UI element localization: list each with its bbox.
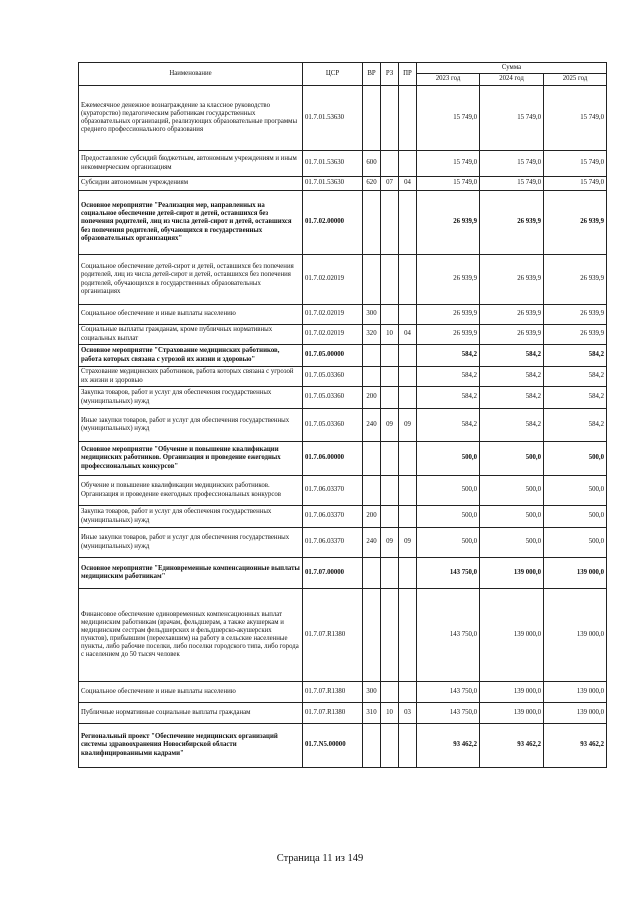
table-row xyxy=(79,191,607,255)
row-pr-cell xyxy=(399,191,417,255)
row-csr-cell: 01.7.05.03360 xyxy=(303,409,363,442)
header-year-2023: 2023 год xyxy=(417,74,480,86)
table-row xyxy=(79,703,607,724)
row-rz-cell xyxy=(381,255,399,305)
row-pr-cell xyxy=(399,255,417,305)
row-name-cell: Иные закупки товаров, работ и услуг для обеспечения государственных (муниципальных) нужд xyxy=(79,528,303,558)
row-csr-cell: 01.7.06.03370 xyxy=(303,506,363,528)
row-rz-cell xyxy=(381,345,399,367)
row-sum-2024-cell: 584,2 xyxy=(480,387,544,409)
row-sum-2025-cell: 500,0 xyxy=(544,442,607,476)
row-pr-cell xyxy=(399,86,417,151)
row-sum-2023-cell: 15 749,0 xyxy=(417,177,480,191)
row-pr-cell xyxy=(399,682,417,703)
row-sum-2025-cell: 500,0 xyxy=(544,506,607,528)
row-sum-2025-cell: 26 939,9 xyxy=(544,325,607,345)
row-csr-cell: 01.7.02.02019 xyxy=(303,255,363,305)
row-sum-2025-cell: 15 749,0 xyxy=(544,151,607,177)
row-pr-cell: 03 xyxy=(399,703,417,724)
row-csr-cell: 01.7.05.03360 xyxy=(303,387,363,409)
row-pr-cell: 09 xyxy=(399,528,417,558)
row-vr-cell xyxy=(363,191,381,255)
row-rz-cell: 09 xyxy=(381,528,399,558)
header-year-2025: 2025 год xyxy=(544,74,607,86)
row-sum-2023-cell: 584,2 xyxy=(417,409,480,442)
header-name: Наименование xyxy=(79,63,303,86)
row-csr-cell: 01.7.01.53630 xyxy=(303,86,363,151)
row-rz-cell xyxy=(381,442,399,476)
row-csr-cell: 01.7.01.53630 xyxy=(303,177,363,191)
row-sum-2023-cell: 584,2 xyxy=(417,387,480,409)
table-row xyxy=(79,442,607,476)
row-sum-2024-cell: 500,0 xyxy=(480,476,544,506)
header-sum: Сумма xyxy=(417,63,607,74)
row-vr-cell: 200 xyxy=(363,387,381,409)
row-sum-2024-cell: 139 000,0 xyxy=(480,703,544,724)
row-sum-2024-cell: 500,0 xyxy=(480,528,544,558)
table-row xyxy=(79,305,607,325)
header-csr: ЦСР xyxy=(303,63,363,86)
table-body xyxy=(79,86,607,768)
row-pr-cell xyxy=(399,345,417,367)
row-sum-2023-cell: 93 462,2 xyxy=(417,724,480,768)
row-pr-cell xyxy=(399,442,417,476)
row-sum-2024-cell: 26 939,9 xyxy=(480,305,544,325)
row-csr-cell: 01.7.N5.00000 xyxy=(303,724,363,768)
row-rz-cell xyxy=(381,558,399,589)
row-pr-cell xyxy=(399,387,417,409)
row-sum-2023-cell: 143 750,0 xyxy=(417,558,480,589)
table-row xyxy=(79,367,607,387)
row-sum-2025-cell: 93 462,2 xyxy=(544,724,607,768)
row-vr-cell xyxy=(363,367,381,387)
row-csr-cell: 01.7.07.00000 xyxy=(303,558,363,589)
table-row xyxy=(79,387,607,409)
row-sum-2025-cell: 26 939,9 xyxy=(544,305,607,325)
row-sum-2025-cell: 26 939,9 xyxy=(544,191,607,255)
row-name-cell: Социальные выплаты гражданам, кроме публичных нормативных социальных выплат xyxy=(79,325,303,345)
row-name-cell: Предоставление субсидий бюджетным, автономным учреждениям и иным некоммерческим организациям xyxy=(79,151,303,177)
row-rz-cell xyxy=(381,86,399,151)
row-name-cell: Основное мероприятие "Страхование медицинских работников, работа которых связана с угрозой их жизни и здоровью" xyxy=(79,345,303,367)
row-rz-cell: 07 xyxy=(381,177,399,191)
table-row xyxy=(79,476,607,506)
row-sum-2023-cell: 15 749,0 xyxy=(417,151,480,177)
row-sum-2023-cell: 26 939,9 xyxy=(417,255,480,305)
row-csr-cell: 01.7.07.R1380 xyxy=(303,703,363,724)
row-sum-2023-cell: 500,0 xyxy=(417,506,480,528)
header-vr: ВР xyxy=(363,63,381,86)
row-csr-cell: 01.7.06.00000 xyxy=(303,442,363,476)
row-csr-cell: 01.7.05.00000 xyxy=(303,345,363,367)
row-name-cell: Обучение и повышение квалификации медицинских работников. Организация и проведение ежегодных профессиональных конкурсов xyxy=(79,476,303,506)
table-row xyxy=(79,409,607,442)
row-sum-2023-cell: 143 750,0 xyxy=(417,703,480,724)
row-sum-2023-cell: 584,2 xyxy=(417,367,480,387)
row-rz-cell: 10 xyxy=(381,703,399,724)
row-csr-cell: 01.7.05.03360 xyxy=(303,367,363,387)
row-sum-2023-cell: 26 939,9 xyxy=(417,325,480,345)
row-name-cell: Иные закупки товаров, работ и услуг для обеспечения государственных (муниципальных) нужд xyxy=(79,409,303,442)
table-row xyxy=(79,558,607,589)
header-rz: РЗ xyxy=(381,63,399,86)
row-pr-cell xyxy=(399,558,417,589)
row-sum-2024-cell: 139 000,0 xyxy=(480,558,544,589)
row-sum-2025-cell: 500,0 xyxy=(544,528,607,558)
row-pr-cell xyxy=(399,506,417,528)
row-vr-cell xyxy=(363,255,381,305)
row-sum-2023-cell: 26 939,9 xyxy=(417,191,480,255)
row-csr-cell: 01.7.02.00000 xyxy=(303,191,363,255)
row-sum-2024-cell: 26 939,9 xyxy=(480,325,544,345)
row-sum-2024-cell: 584,2 xyxy=(480,345,544,367)
row-sum-2024-cell: 584,2 xyxy=(480,367,544,387)
table-row xyxy=(79,325,607,345)
row-sum-2024-cell: 93 462,2 xyxy=(480,724,544,768)
budget-table xyxy=(78,62,607,768)
row-csr-cell: 01.7.02.02019 xyxy=(303,325,363,345)
page-footer: Страница 11 из 149 xyxy=(276,853,364,864)
row-sum-2023-cell: 15 749,0 xyxy=(417,86,480,151)
row-vr-cell: 240 xyxy=(363,528,381,558)
row-sum-2025-cell: 584,2 xyxy=(544,409,607,442)
row-rz-cell xyxy=(381,682,399,703)
row-sum-2025-cell: 584,2 xyxy=(544,345,607,367)
row-sum-2024-cell: 139 000,0 xyxy=(480,682,544,703)
row-name-cell: Ежемесячное денежное вознаграждение за классное руководство (кураторство) педагогическим работникам государственных образовательных организаций, реализующих образовательные программы среднего профессионального образования xyxy=(79,86,303,151)
row-sum-2023-cell: 26 939,9 xyxy=(417,305,480,325)
table-row xyxy=(79,151,607,177)
row-rz-cell xyxy=(381,476,399,506)
row-sum-2025-cell: 139 000,0 xyxy=(544,558,607,589)
row-sum-2024-cell: 500,0 xyxy=(480,506,544,528)
row-sum-2024-cell: 139 000,0 xyxy=(480,589,544,682)
row-name-cell: Социальное обеспечение детей-сирот и детей, оставшихся без попечения родителей, лиц из числа детей-сирот и детей, оставшихся без попечения родителей, обучающихся в государственных образовательных организациях xyxy=(79,255,303,305)
table-row xyxy=(79,724,607,768)
row-sum-2023-cell: 500,0 xyxy=(417,528,480,558)
row-csr-cell: 01.7.01.53630 xyxy=(303,151,363,177)
row-pr-cell xyxy=(399,367,417,387)
row-pr-cell xyxy=(399,476,417,506)
row-vr-cell: 300 xyxy=(363,305,381,325)
row-csr-cell: 01.7.06.03370 xyxy=(303,528,363,558)
row-sum-2024-cell: 500,0 xyxy=(480,442,544,476)
row-pr-cell xyxy=(399,151,417,177)
row-rz-cell xyxy=(381,589,399,682)
table-row xyxy=(79,589,607,682)
row-sum-2023-cell: 584,2 xyxy=(417,345,480,367)
row-name-cell: Финансовое обеспечение единовременных компенсационных выплат медицинским работникам (врачам, фельдшерам, а также акушеркам и медицинским сестрам фельдшерских и фельдшерско-акушерских пунктов), прибывшим (переехавшим) на работу в сельские населенные пункты, либо рабочие поселки, либо поселки городского типа, либо города с населением до 50 тысяч человек xyxy=(79,589,303,682)
table-row xyxy=(79,177,607,191)
row-csr-cell: 01.7.07.R1380 xyxy=(303,589,363,682)
row-vr-cell xyxy=(363,589,381,682)
row-pr-cell: 09 xyxy=(399,409,417,442)
row-sum-2025-cell: 139 000,0 xyxy=(544,682,607,703)
header-year-2024: 2024 год xyxy=(480,74,544,86)
row-name-cell: Публичные нормативные социальные выплаты гражданам xyxy=(79,703,303,724)
row-name-cell: Основное мероприятие "Реализация мер, направленных на социальное обеспечение детей-сирот и детей, оставшихся без попечения родителей, лиц из числа детей-сирот и детей, оставшихся без попечения родителей, обучающихся в государственных образовательных организациях" xyxy=(79,191,303,255)
row-pr-cell xyxy=(399,724,417,768)
row-vr-cell xyxy=(363,476,381,506)
row-name-cell: Закупка товаров, работ и услуг для обеспечения государственных (муниципальных) нужд xyxy=(79,387,303,409)
row-vr-cell: 240 xyxy=(363,409,381,442)
row-sum-2025-cell: 584,2 xyxy=(544,387,607,409)
row-sum-2023-cell: 143 750,0 xyxy=(417,682,480,703)
row-name-cell: Страхование медицинских работников, работа которых связана с угрозой их жизни и здоровью xyxy=(79,367,303,387)
row-name-cell: Основное мероприятие "Единовременные компенсационные выплаты медицинским работникам" xyxy=(79,558,303,589)
row-pr-cell xyxy=(399,589,417,682)
row-sum-2024-cell: 26 939,9 xyxy=(480,191,544,255)
row-sum-2025-cell: 15 749,0 xyxy=(544,86,607,151)
row-vr-cell xyxy=(363,86,381,151)
row-vr-cell: 600 xyxy=(363,151,381,177)
row-vr-cell: 200 xyxy=(363,506,381,528)
row-sum-2023-cell: 500,0 xyxy=(417,476,480,506)
row-vr-cell: 310 xyxy=(363,703,381,724)
row-vr-cell xyxy=(363,345,381,367)
row-pr-cell: 04 xyxy=(399,325,417,345)
table-row xyxy=(79,506,607,528)
row-name-cell: Социальное обеспечение и иные выплаты населению xyxy=(79,682,303,703)
row-sum-2025-cell: 500,0 xyxy=(544,476,607,506)
row-sum-2024-cell: 15 749,0 xyxy=(480,151,544,177)
row-rz-cell xyxy=(381,506,399,528)
row-rz-cell xyxy=(381,724,399,768)
row-rz-cell xyxy=(381,191,399,255)
row-pr-cell xyxy=(399,305,417,325)
header-pr: ПР xyxy=(399,63,417,86)
row-rz-cell xyxy=(381,151,399,177)
table-row xyxy=(79,682,607,703)
row-name-cell: Региональный проект "Обеспечение медицинских организаций системы здравоохранения Новосибирской области квалифицированными кадрами" xyxy=(79,724,303,768)
row-sum-2024-cell: 26 939,9 xyxy=(480,255,544,305)
row-sum-2023-cell: 500,0 xyxy=(417,442,480,476)
row-vr-cell: 300 xyxy=(363,682,381,703)
row-vr-cell xyxy=(363,724,381,768)
row-vr-cell xyxy=(363,558,381,589)
table-row xyxy=(79,86,607,151)
row-sum-2024-cell: 15 749,0 xyxy=(480,177,544,191)
row-sum-2025-cell: 139 000,0 xyxy=(544,589,607,682)
row-pr-cell: 04 xyxy=(399,177,417,191)
row-vr-cell: 620 xyxy=(363,177,381,191)
row-sum-2025-cell: 15 749,0 xyxy=(544,177,607,191)
row-csr-cell: 01.7.07.R1380 xyxy=(303,682,363,703)
table-row xyxy=(79,255,607,305)
row-csr-cell: 01.7.02.02019 xyxy=(303,305,363,325)
row-sum-2023-cell: 143 750,0 xyxy=(417,589,480,682)
row-rz-cell: 09 xyxy=(381,409,399,442)
row-vr-cell: 320 xyxy=(363,325,381,345)
row-rz-cell xyxy=(381,305,399,325)
row-rz-cell xyxy=(381,387,399,409)
row-name-cell: Субсидии автономным учреждениям xyxy=(79,177,303,191)
row-sum-2025-cell: 26 939,9 xyxy=(544,255,607,305)
table-row xyxy=(79,345,607,367)
row-name-cell: Закупка товаров, работ и услуг для обеспечения государственных (муниципальных) нужд xyxy=(79,506,303,528)
table-row xyxy=(79,528,607,558)
row-sum-2024-cell: 15 749,0 xyxy=(480,86,544,151)
row-name-cell: Социальное обеспечение и иные выплаты населению xyxy=(79,305,303,325)
row-rz-cell xyxy=(381,367,399,387)
row-sum-2024-cell: 584,2 xyxy=(480,409,544,442)
row-sum-2025-cell: 584,2 xyxy=(544,367,607,387)
row-csr-cell: 01.7.06.03370 xyxy=(303,476,363,506)
row-rz-cell: 10 xyxy=(381,325,399,345)
row-sum-2025-cell: 139 000,0 xyxy=(544,703,607,724)
row-vr-cell xyxy=(363,442,381,476)
row-name-cell: Основное мероприятие "Обучение и повышение квалификации медицинских работников. Организация и проведение ежегодных профессиональных конкурсов" xyxy=(79,442,303,476)
